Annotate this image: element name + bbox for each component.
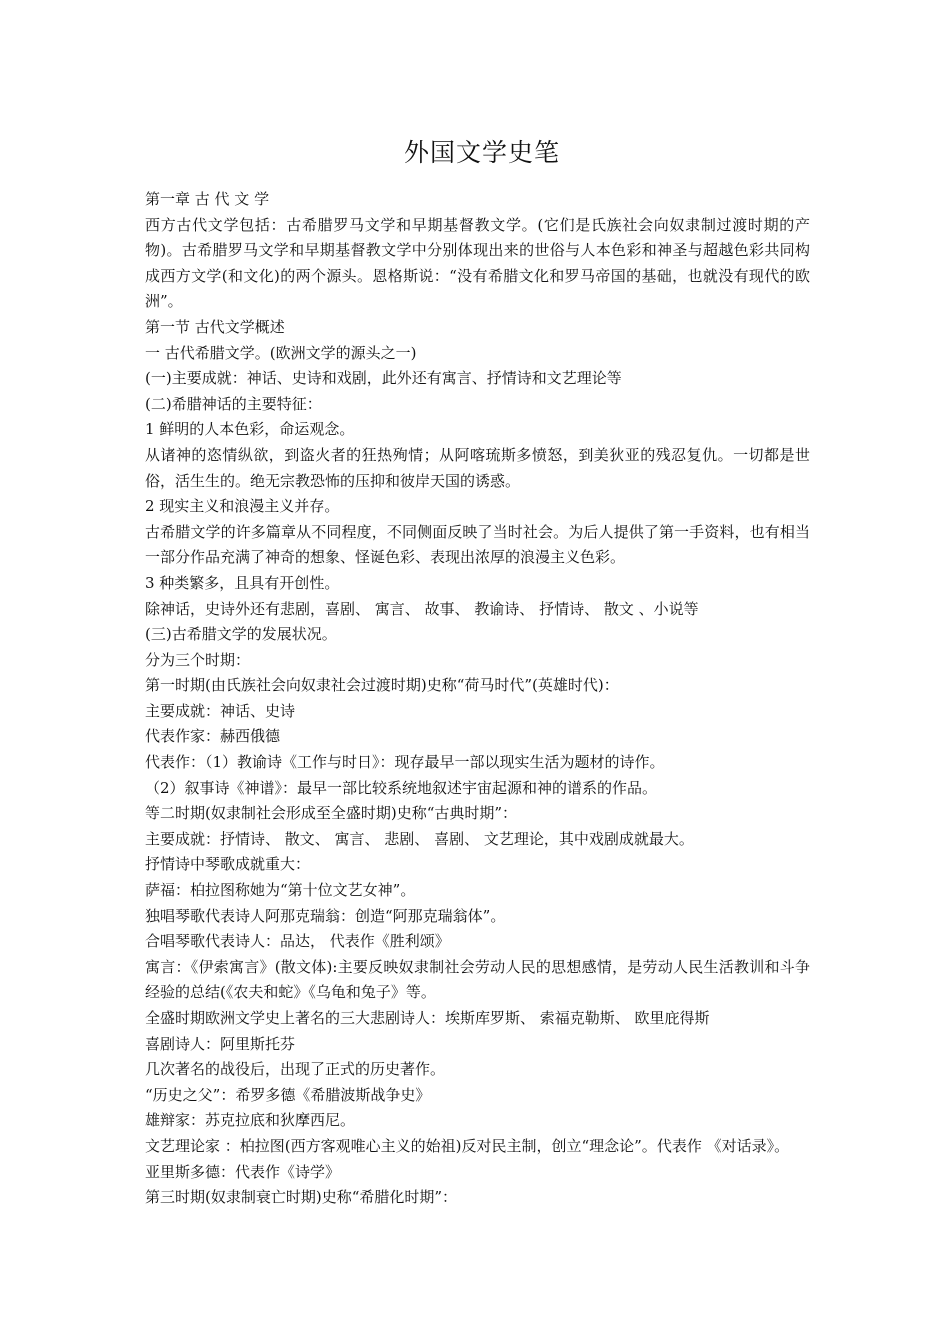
paragraph: 寓言：《伊索寓言》(散文体):主要反映奴隶制社会劳动人民的思想感情，是劳动人民生活教训和斗争经验的总结(《农夫和蛇》《乌龟和兔子》等。	[145, 957, 810, 1002]
subsection-heading: 一 古代希腊文学。(欧洲文学的源头之一)	[145, 343, 417, 362]
paragraph: 全盛时期欧洲文学史上著名的三大悲剧诗人：埃斯库罗斯、 索福克勒斯、 欧里庇得斯	[145, 1009, 710, 1027]
paragraph: “历史之父”：希罗多德《希腊波斯战争史》	[145, 1085, 431, 1104]
paragraph: (一)主要成就：神话、史诗和戏剧，此外还有寓言、抒情诗和文艺理论等	[145, 369, 622, 388]
paragraph: (二)希腊神话的主要特征：	[145, 394, 322, 413]
paragraph: 代表作：（1）教谕诗《工作与时日》：现存最早一部以现实生活为题材的诗作。	[145, 753, 665, 772]
paragraph: 主要成就：抒情诗、 散文、 寓言、 悲剧、 喜剧、 文艺理论，其中戏剧成就最大。	[145, 829, 694, 848]
document-title: 外国文学史笔	[403, 138, 560, 167]
paragraph: 从诸神的恣情纵欲，到盗火者的狂热殉情；从阿喀琉斯多愤怒，到美狄亚的残忍复仇。一切都是世俗，活生生的。绝无宗教恐怖的压抑和彼岸天国的诱惑。	[145, 445, 810, 490]
paragraph: 2 现实主义和浪漫主义并存。	[145, 497, 340, 516]
paragraph: 几次著名的战役后，出现了正式的历史著作。	[145, 1060, 446, 1079]
paragraph: 分为三个时期：	[145, 650, 251, 669]
paragraph: 抒情诗中琴歌成就重大：	[145, 855, 311, 874]
paragraph: 萨福：柏拉图称她为“第十位文艺女神”。	[145, 881, 416, 900]
paragraph: 独唱琴歌代表诗人阿那克瑞翁：创造“阿那克瑞翁体”。	[145, 906, 506, 925]
section-heading: 第一节 古代文学概述	[145, 317, 285, 336]
paragraph: 代表作家：赫西俄德	[145, 727, 281, 746]
paragraph: （2）叙事诗《神谱》：最早一部比较系统地叙述宇宙起源和神的谱系的作品。	[145, 778, 658, 797]
paragraph: 1 鲜明的人本色彩，命运观念。	[145, 420, 355, 439]
paragraph: 3 种类繁多，且具有开创性。	[145, 573, 340, 592]
chapter-heading: 第一章 古 代 文 学	[145, 190, 270, 208]
paragraph: 等二时期(奴隶制社会形成至全盛时期)史称“古典时期”：	[145, 804, 518, 823]
paragraph: 雄辩家：苏克拉底和狄摩西尼。	[145, 1111, 356, 1130]
paragraph: 亚里斯多德：代表作《诗学》	[145, 1162, 341, 1181]
paragraph: 第一时期(由氏族社会向奴隶社会过渡时期)史称“荷马时代”(英雄时代)：	[145, 676, 619, 695]
paragraph: 西方古代文学包括：古希腊罗马文学和早期基督教文学。(它们是氏族社会向奴隶制过渡时期的产物)。古希腊罗马文学和早期基督教文学中分别体现出来的世俗与人本色彩和神圣与超越色彩共同构成西方文学(和文化)的两个源头。恩格斯说：“没有希腊文化和罗马帝国的基础，也就没有现代的欧洲”。	[145, 215, 810, 311]
document-body	[145, 187, 810, 1211]
paragraph: 文艺理论家 ：柏拉图(西方客观唯心主义的始祖)反对民主制，创立“理念论”。代表作 《对话录》。	[145, 1136, 790, 1155]
paragraph: 合唱琴歌代表诗人：品达， 代表作《胜利颂》	[145, 932, 450, 951]
paragraph: (三)古希腊文学的发展状况。	[145, 625, 337, 644]
paragraph: 除神话，史诗外还有悲剧，喜剧、 寓言、 故事、 教谕诗、 抒情诗、 散文 、小说等	[145, 599, 699, 618]
paragraph: 主要成就：神话、史诗	[145, 701, 296, 720]
paragraph: 第三时期(奴隶制衰亡时期)史称“希腊化时期”：	[145, 1188, 458, 1207]
paragraph: 古希腊文学的许多篇章从不同程度，不同侧面反映了当时社会。为后人提供了第一手资料，也有相当一部分作品充满了神奇的想象、怪诞色彩、表现出浓厚的浪漫主义色彩。	[145, 522, 810, 567]
paragraph: 喜剧诗人：阿里斯托芬	[145, 1034, 296, 1053]
